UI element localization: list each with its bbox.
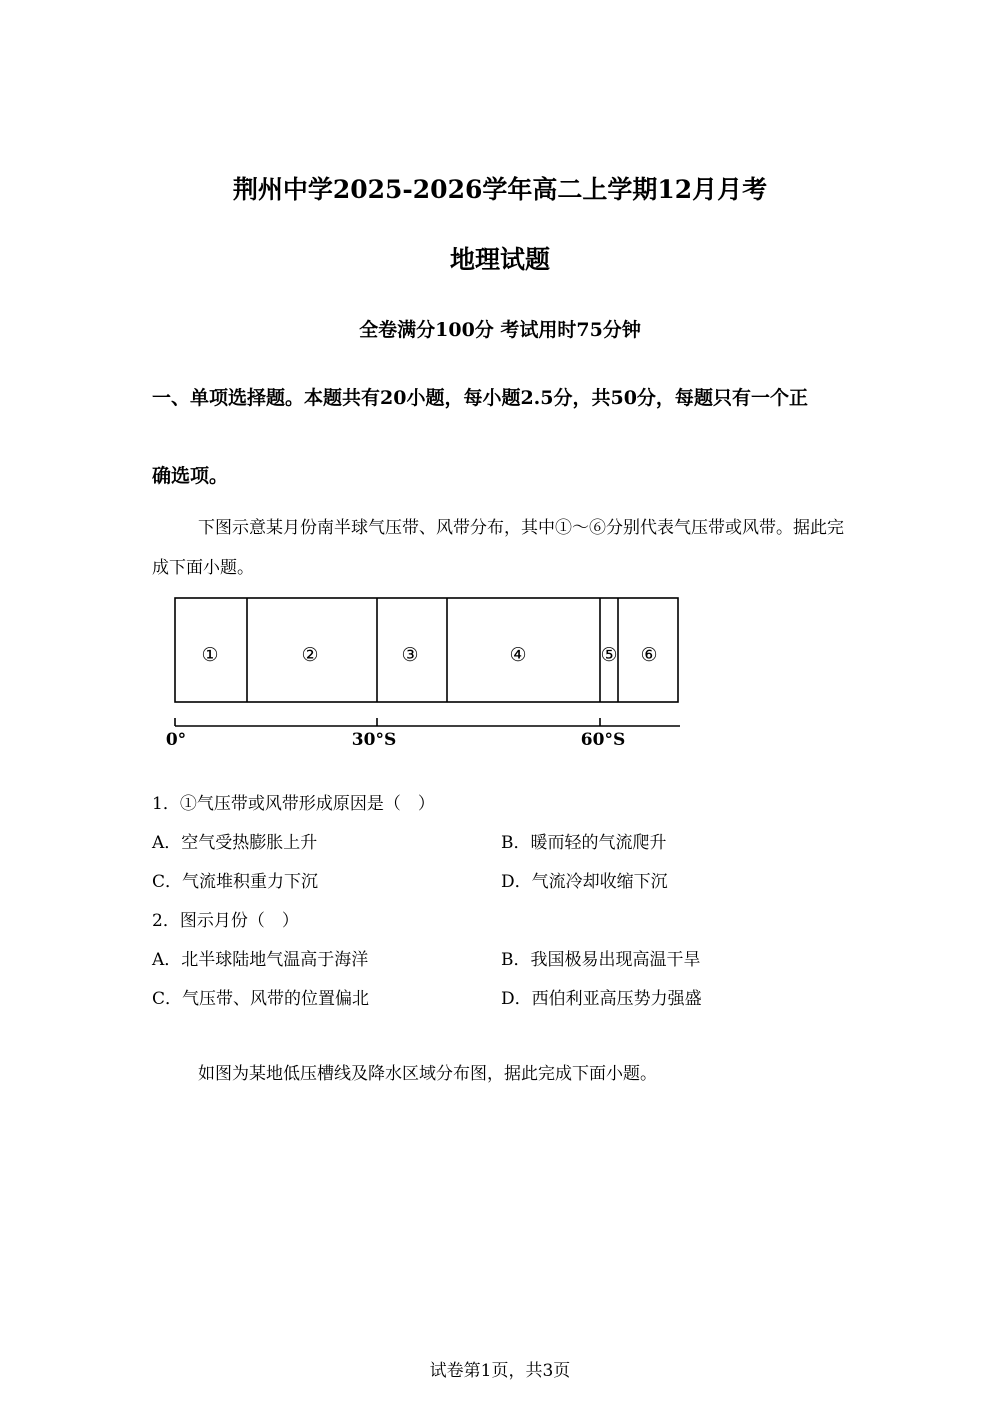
zone-label-4: ④ — [509, 644, 527, 666]
zone-label-3: ③ — [401, 644, 419, 666]
zone-label-5: ⑤ — [600, 644, 618, 666]
question-1-option-c[interactable]: C．气流堆积重力下沉 — [152, 872, 319, 892]
question-1-option-d[interactable]: D．气流冷却收缩下沉 — [501, 872, 668, 892]
axis-label-0: 0° — [165, 730, 187, 750]
passage-intro-1: 下图示意某月份南半球气压带、风带分布，其中①～⑥分别代表气压带或风带。据此完成下面小题。 — [152, 518, 844, 578]
passage-intro-2: 如图为某地低压槽线及降水区域分布图，据此完成下面小题。 — [198, 1064, 657, 1084]
zone-label-6: ⑥ — [640, 644, 658, 666]
zone-label-2: ② — [301, 644, 319, 666]
exam-title: 荆州中学2025-2026学年高二上学期12月月考 — [232, 175, 768, 204]
exam-info: 全卷满分100分 考试用时75分钟 — [359, 319, 641, 341]
section-heading: 一、单项选择题。本题共有20小题，每小题2.5分，共50分，每题只有一个正 — [152, 387, 808, 409]
question-2-option-d[interactable]: D．西伯利亚高压势力强盛 — [501, 989, 702, 1009]
question-1-option-b[interactable]: B．暖而轻的气流爬升 — [501, 833, 667, 853]
axis-label-30s: 30°S — [351, 730, 397, 750]
question-2-option-b[interactable]: B．我国极易出现高温干旱 — [501, 950, 701, 970]
question-2-option-c[interactable]: C．气压带、风带的位置偏北 — [152, 989, 370, 1009]
question-2-stem: 2．图示月份（ ） — [152, 911, 299, 931]
subject-title: 地理试题 — [449, 245, 550, 274]
axis-label-60s: 60°S — [580, 730, 626, 750]
zone-label-1: ① — [201, 644, 219, 666]
page-footer: 试卷第1页，共3页 — [429, 1361, 571, 1381]
question-1-option-a[interactable]: A．空气受热膨胀上升 — [152, 833, 318, 853]
question-2-option-a[interactable]: A．北半球陆地气温高于海洋 — [152, 950, 369, 970]
section-heading-continued: 确选项。 — [152, 465, 229, 487]
question-1-stem: 1．①气压带或风带形成原因是（ ） — [152, 794, 435, 814]
